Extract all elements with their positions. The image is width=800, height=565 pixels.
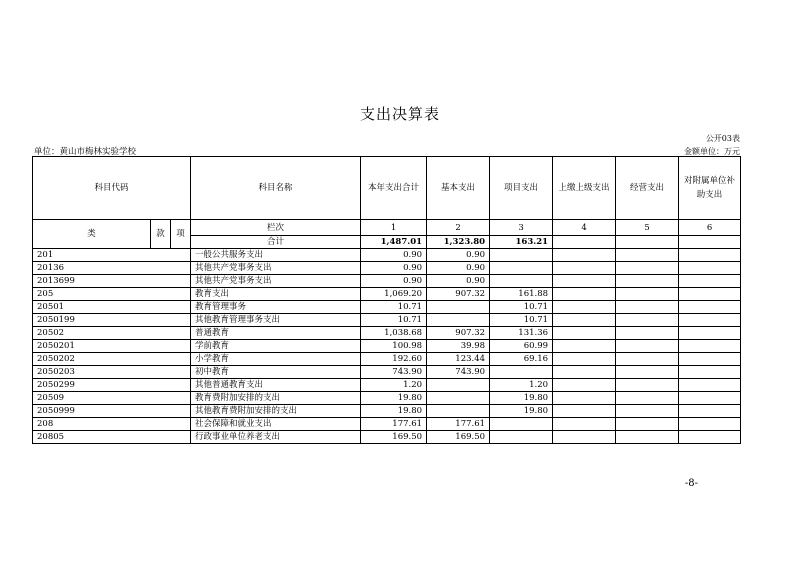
row-total: 169.50: [361, 431, 427, 444]
row-code: 20502: [33, 327, 191, 340]
row-basic: [427, 379, 490, 392]
page-title: 支出决算表: [359, 105, 440, 123]
row-project: [490, 431, 553, 444]
row-total: 1.20: [361, 379, 427, 392]
row-name: 普通教育: [191, 327, 361, 340]
row-subsidy: [679, 392, 741, 405]
table-row: [33, 249, 741, 262]
header-total: 本年支出合计: [361, 157, 427, 220]
header-basic: 基本支出: [427, 157, 490, 220]
sub-header-lei: 类: [33, 220, 151, 249]
header-row: [33, 157, 741, 220]
col-num-4: 4: [553, 220, 616, 236]
row-total: 1,069.20: [361, 288, 427, 301]
row-upper: [553, 288, 616, 301]
row-business: [616, 275, 679, 288]
row-project: 161.88: [490, 288, 553, 301]
row-project: [490, 275, 553, 288]
col-num-3: 3: [490, 220, 553, 236]
row-upper: [553, 366, 616, 379]
row-business: [616, 379, 679, 392]
row-project: 60.99: [490, 340, 553, 353]
row-name: 行政事业单位养老支出: [191, 431, 361, 444]
col-num-6: 6: [679, 220, 741, 236]
table-row: [33, 340, 741, 353]
row-name: 其他普通教育支出: [191, 379, 361, 392]
row-upper: [553, 405, 616, 418]
sub-header-lanci: 栏次: [191, 220, 361, 236]
table-row: [33, 405, 741, 418]
header-project: 项目支出: [490, 157, 553, 220]
row-code: 2013699: [33, 275, 191, 288]
row-code: 2050201: [33, 340, 191, 353]
row-code: 2050202: [33, 353, 191, 366]
row-project: 1.20: [490, 379, 553, 392]
row-basic: 169.50: [427, 431, 490, 444]
row-name: 教育支出: [191, 288, 361, 301]
row-project: 69.16: [490, 353, 553, 366]
row-business: [616, 431, 679, 444]
row-business: [616, 366, 679, 379]
row-name: 其他教育费附加安排的支出: [191, 405, 361, 418]
row-code: 20805: [33, 431, 191, 444]
row-upper: [553, 379, 616, 392]
total-label: 合计: [191, 236, 361, 249]
row-total: 0.90: [361, 262, 427, 275]
row-upper: [553, 392, 616, 405]
page-number: -8-: [684, 478, 698, 489]
table-row: [33, 314, 741, 327]
form-number: 公开03表: [705, 134, 740, 143]
col-num-5: 5: [616, 220, 679, 236]
row-subsidy: [679, 418, 741, 431]
column-number-row: [33, 220, 741, 236]
row-subsidy: [679, 314, 741, 327]
row-code: 20136: [33, 262, 191, 275]
row-basic: 177.61: [427, 418, 490, 431]
row-subsidy: [679, 431, 741, 444]
row-basic: 0.90: [427, 275, 490, 288]
row-name: 学前教育: [191, 340, 361, 353]
row-business: [616, 340, 679, 353]
table-row: [33, 431, 741, 444]
row-business: [616, 301, 679, 314]
row-total: 10.71: [361, 314, 427, 327]
row-business: [616, 327, 679, 340]
row-basic: 0.90: [427, 262, 490, 275]
sub-header-xiang: 项: [171, 220, 191, 249]
row-project: [490, 262, 553, 275]
row-upper: [553, 353, 616, 366]
row-upper: [553, 262, 616, 275]
row-project: 10.71: [490, 301, 553, 314]
row-code: 205: [33, 288, 191, 301]
table-row: [33, 366, 741, 379]
total-project: 163.21: [490, 236, 553, 249]
total-total: 1,487.01: [361, 236, 427, 249]
row-project: [490, 366, 553, 379]
row-name: 其他教育管理事务支出: [191, 314, 361, 327]
row-basic: 743.90: [427, 366, 490, 379]
sub-header-kuan: 款: [151, 220, 171, 249]
table-row: [33, 418, 741, 431]
row-basic: [427, 314, 490, 327]
row-total: 10.71: [361, 301, 427, 314]
header-subsidy: 对附属单位补助支出: [679, 157, 741, 220]
row-business: [616, 405, 679, 418]
row-basic: [427, 405, 490, 418]
row-business: [616, 418, 679, 431]
row-total: 19.80: [361, 405, 427, 418]
row-project: 19.80: [490, 405, 553, 418]
table-row: [33, 353, 741, 366]
row-upper: [553, 327, 616, 340]
row-subsidy: [679, 405, 741, 418]
row-name: 社会保障和就业支出: [191, 418, 361, 431]
row-basic: 907.32: [427, 327, 490, 340]
row-total: 0.90: [361, 249, 427, 262]
row-name: 一般公共服务支出: [191, 249, 361, 262]
row-project: 10.71: [490, 314, 553, 327]
row-project: [490, 418, 553, 431]
row-code: 208: [33, 418, 191, 431]
row-upper: [553, 431, 616, 444]
row-upper: [553, 340, 616, 353]
row-subsidy: [679, 275, 741, 288]
amount-unit: 金额单位：万元: [684, 147, 740, 156]
row-upper: [553, 301, 616, 314]
row-name: 教育管理事务: [191, 301, 361, 314]
row-code: 20509: [33, 392, 191, 405]
col-num-2: 2: [427, 220, 490, 236]
row-business: [616, 288, 679, 301]
row-subsidy: [679, 288, 741, 301]
row-subsidy: [679, 366, 741, 379]
row-total: 19.80: [361, 392, 427, 405]
expenditure-table: [32, 156, 741, 444]
row-name: 其他共产党事务支出: [191, 275, 361, 288]
row-basic: 39.98: [427, 340, 490, 353]
row-code: 20501: [33, 301, 191, 314]
row-subsidy: [679, 249, 741, 262]
table-row: [33, 288, 741, 301]
row-basic: 0.90: [427, 249, 490, 262]
row-subsidy: [679, 379, 741, 392]
row-basic: [427, 301, 490, 314]
row-subsidy: [679, 262, 741, 275]
row-upper: [553, 275, 616, 288]
row-subsidy: [679, 340, 741, 353]
row-subsidy: [679, 327, 741, 340]
table-row: [33, 379, 741, 392]
header-code: 科目代码: [33, 157, 191, 220]
row-business: [616, 262, 679, 275]
unit-name: 单位：黄山市梅林实验学校: [34, 147, 137, 157]
row-total: 192.60: [361, 353, 427, 366]
row-name: 教育费附加安排的支出: [191, 392, 361, 405]
row-name: 初中教育: [191, 366, 361, 379]
header-name: 科目名称: [191, 157, 361, 220]
row-upper: [553, 314, 616, 327]
row-subsidy: [679, 353, 741, 366]
row-total: 100.98: [361, 340, 427, 353]
row-basic: 907.32: [427, 288, 490, 301]
row-basic: 123.44: [427, 353, 490, 366]
row-total: 177.61: [361, 418, 427, 431]
row-code: 2050199: [33, 314, 191, 327]
row-business: [616, 249, 679, 262]
row-upper: [553, 418, 616, 431]
row-name: 其他共产党事务支出: [191, 262, 361, 275]
row-project: 19.80: [490, 392, 553, 405]
row-project: [490, 249, 553, 262]
row-code: 2050299: [33, 379, 191, 392]
row-business: [616, 353, 679, 366]
row-basic: [427, 392, 490, 405]
total-basic: 1,323.80: [427, 236, 490, 249]
table-row: [33, 301, 741, 314]
row-total: 743.90: [361, 366, 427, 379]
row-upper: [553, 249, 616, 262]
table-row: [33, 262, 741, 275]
table-row: [33, 327, 741, 340]
row-name: 小学教育: [191, 353, 361, 366]
header-business: 经营支出: [616, 157, 679, 220]
row-project: 131.36: [490, 327, 553, 340]
row-total: 1,038.68: [361, 327, 427, 340]
table-row: [33, 392, 741, 405]
row-subsidy: [679, 301, 741, 314]
row-total: 0.90: [361, 275, 427, 288]
row-business: [616, 392, 679, 405]
table-row: [33, 275, 741, 288]
row-business: [616, 314, 679, 327]
row-code: 2050999: [33, 405, 191, 418]
row-code: 2050203: [33, 366, 191, 379]
row-code: 201: [33, 249, 191, 262]
col-num-1: 1: [361, 220, 427, 236]
header-upper: 上缴上级支出: [553, 157, 616, 220]
